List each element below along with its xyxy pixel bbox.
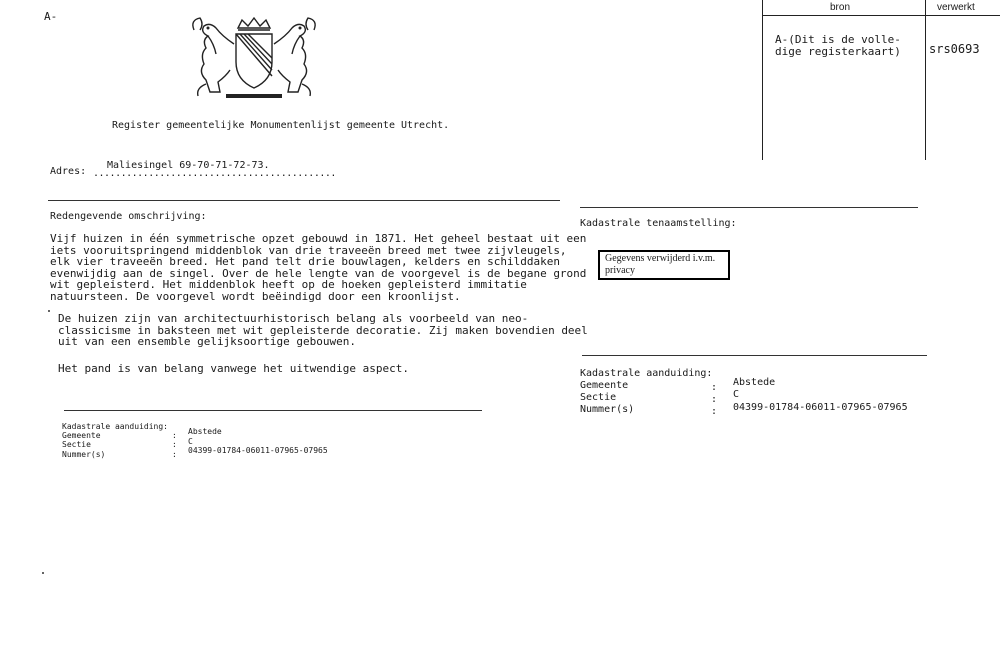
section-rule-right-bottom (582, 355, 927, 356)
table-border-left (762, 0, 763, 160)
description-heading: Redengevende omschrijving: (50, 211, 207, 222)
kadastrale-right-gemeente-label: Gemeente (580, 380, 629, 391)
description-line: De huizen zijn van architectuurhistorisch belang als voorbeeld van neo- (58, 312, 529, 325)
column-header-bron: bron (830, 2, 851, 13)
scan-speck (48, 310, 50, 312)
description-line: elk vier traveeën breed. Het pand telt drie bouwlagen, kelders en schilddaken (50, 255, 560, 268)
privacy-notice-line1: Gegevens verwijderd i.v.m. (605, 253, 716, 264)
kadastrale-right-sectie-value: C (733, 389, 740, 400)
address-value: Maliesingel 69-70-71-72-73. (107, 160, 270, 171)
kadastrale-left-nummers-value: 04399-01784-06011-07965-07965 (188, 446, 328, 455)
kadastrale-left-sectie-value: C (188, 437, 193, 446)
description-line: uit van een ensemble gelijksoortige gebouwen. (58, 335, 357, 348)
description-line: evenwijdig aan de singel. Over de hele lengte van de voorgevel is de begane grond (50, 266, 587, 280)
kadastrale-right-nummers-value: 04399-01784-06011-07965-07965 (733, 402, 908, 413)
bron-value-line2: dige registerkaart) (775, 45, 901, 58)
description-line: classicisme in baksteen met wit gepleisterde decoratie. Zij maken bovendien deel (58, 323, 588, 337)
kadastrale-right-sectie-label: Sectie (580, 392, 617, 403)
column-header-verwerkt: verwerkt (937, 2, 975, 13)
kadastrale-tenaamstelling-heading: Kadastrale tenaamstelling: (580, 218, 737, 229)
kadastrale-left-colon: : (172, 450, 177, 459)
kadastrale-left-sectie-label: Sectie (62, 440, 91, 449)
kadastrale-left-gemeente-label: Gemeente (62, 431, 101, 440)
scan-speck (42, 572, 44, 574)
kadastrale-left-colon: : (172, 431, 177, 440)
kadastrale-left-colon: : (172, 440, 177, 449)
description-line: natuursteen. De voorgevel wordt beëindigd door een kroonlijst. (50, 289, 461, 303)
description-line: wit gepleisterd. Het middenblok heeft op de hoeken gepleisterd immitatie (50, 278, 527, 291)
description-paragraph-3: Het pand is van belang vanwege het uitwendige aspect. (58, 362, 409, 375)
kadastrale-left-nummers-label: Nummer(s) (62, 450, 106, 459)
page-title: Register gemeentelijke Monumentenlijst gemeente Utrecht. (112, 120, 450, 131)
description-paragraph-2 (58, 313, 588, 348)
privacy-notice-line2: privacy (605, 265, 635, 276)
description-line: Vijf huizen in één symmetrische opzet gebouwd in 1871. Het geheel bestaat uit een (50, 232, 587, 245)
kadastrale-right-gemeente-value: Abstede (733, 377, 776, 388)
kadastrale-right-colon: : (711, 394, 718, 405)
address-dotted-line: ............................................ (93, 168, 336, 179)
corner-mark: A- (44, 10, 58, 23)
bron-value-line1: A-(Dit is de volle- (775, 33, 901, 46)
description-paragraph-1 (50, 233, 586, 302)
coat-of-arms-emblem (186, 14, 322, 100)
address-label: Adres: (50, 166, 87, 177)
kadastrale-right-colon: : (711, 382, 718, 393)
section-rule-left (48, 200, 560, 201)
kadastrale-left-gemeente-value: Abstede (188, 427, 222, 436)
kadastrale-right-heading: Kadastrale aanduiding: (580, 368, 713, 379)
kadastrale-left-heading: Kadastrale aanduiding: (62, 422, 168, 431)
verwerkt-value: srs0693 (929, 42, 980, 56)
privacy-notice-box (598, 250, 730, 280)
kadastrale-right-nummers-label: Nummer(s) (580, 404, 635, 415)
section-rule-left-bottom (64, 410, 482, 411)
table-header-rule (762, 15, 1000, 16)
description-line: iets vooruitspringend middenblok van drie traveeën breed met twee zijvleugels, (50, 243, 567, 257)
utrecht-coat-of-arms-icon (186, 14, 322, 100)
section-rule-right-top (580, 207, 918, 208)
kadastrale-right-colon: : (711, 406, 718, 417)
table-border-middle (925, 0, 926, 160)
